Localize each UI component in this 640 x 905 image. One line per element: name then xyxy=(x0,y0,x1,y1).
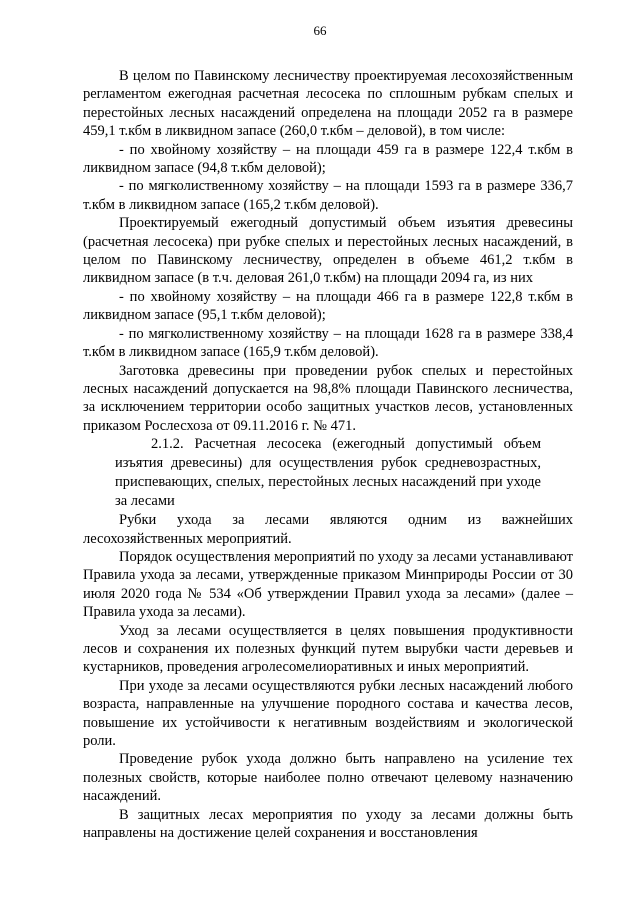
list-item-coniferous: - по хвойному хозяйству – на площади 459 га в размере 122,4 т.кбм в ликвидном запасе (94,8 т.кбм деловой); xyxy=(83,141,573,177)
list-item-coniferous-volume: - по хвойному хозяйству – на площади 466 га в размере 122,8 т.кбм в ликвидном запасе (95,1 т.кбм деловой); xyxy=(83,288,573,324)
section-heading: 2.1.2. Расчетная лесосека (ежегодный допустимый объем изъятия древесины) для осуществления рубок средневозрастных, приспевающих, спелых, перестойных лесных насаждений при уходе за лесами xyxy=(115,436,541,510)
paragraph-harvesting-permitted: Заготовка древесины при проведении рубок спелых и перестойных лесных насаждений допускается на 98,8% площади Павинского лесничества, за исключением территории особо защитных участков лесов, установленных приказом Рослесхоза от 09.11.2016 г. № 471. xyxy=(83,362,573,434)
paragraph-care-direction: Проведение рубок ухода должно быть направлено на усиление тех полезных свойств, которые наиболее полно отвечают целевому назначению насаждений. xyxy=(83,751,573,805)
list-item-softwood: - по мягколиственному хозяйству – на площади 1593 га в размере 336,7 т.кбм в ликвидном запасе (165,2 т.кбм деловой). xyxy=(83,178,573,213)
paragraph-care-rules: Порядок осуществления мероприятий по уходу за лесами устанавливают Правила ухода за лесами, утвержденные приказом Минприроды России от 30 июля 2020 года № 534 «Об утверждении Правил ухода за лесами» (далее – Правила ухода за лесами). xyxy=(83,548,573,621)
paragraph-protective-forests: В защитных лесах мероприятия по уходу за лесами должны быть направлены на достижение целей сохранения и восстановления xyxy=(83,806,573,842)
paragraph-allowable-volume: Проектируемый ежегодный допустимый объем изъятия древесины (расчетная лесосека) при рубке спелых и перестойных лесных насаждений, в целом по Павинскому лесничеству, определен в объеме 461,2 т.кбм в ликвидном запасе (в т.ч. деловая 261,0 т.кбм) на площади 2094 га, из них xyxy=(83,215,573,287)
paragraph-care-purpose: Уход за лесами осуществляется в целях повышения продуктивности лесов и сохранения их полезных функций путем вырубки части деревьев и кустарников, проведения агролесомелиоративных и иных мероприятий. xyxy=(83,622,573,676)
paragraph-thinning-importance: Рубки ухода за лесами являются одним из важнейших лесохозяйственных мероприятий. xyxy=(83,512,573,547)
paragraph-calculated-felling-area: В целом по Павинскому лесничеству проектируемая лесохозяйственным регламентом ежегодная расчетная лесосека по сплошным рубкам спелых и перестойных лесных насаждений определена на площади 2052 га в размере 459,1 т.кбм в ликвидном запасе (260,0 т.кбм – деловой), в том числе: xyxy=(83,68,573,140)
page-number: 66 xyxy=(313,23,327,38)
paragraph-care-felling: При уходе за лесами осуществляются рубки лесных насаждений любого возраста, направленные на улучшение породного состава и качества лесов, повышение их устойчивости к негативным воздействиям и экологической роли. xyxy=(83,677,573,749)
document-body xyxy=(83,67,573,842)
list-item-softwood-volume: - по мягколиственному хозяйству – на площади 1628 га в размере 338,4 т.кбм в ликвидном запасе (165,9 т.кбм деловой). xyxy=(83,325,573,361)
